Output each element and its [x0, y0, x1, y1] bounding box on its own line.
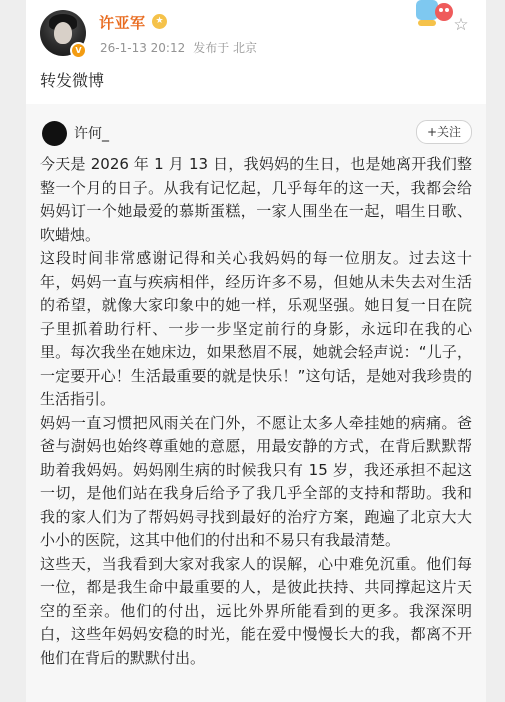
- post-timestamp: 26-1-13 20:12: [100, 41, 186, 55]
- avatar-face: [54, 22, 72, 44]
- repost-label: 转发微博: [40, 71, 105, 90]
- paragraph: 这段时间非常感谢记得和关心我妈妈的每一位朋友。过去这十年，妈妈一直与疾病相伴，经历许多不易，但她从未失去对生活的希望，就像大家印象中的她一样，乐观坚强。她日复一日在院子里抓着助行杆、一步一步坚定前行的身影，永远印在我的心里。每次我坐在她床边，如果愁眉不展，她就会轻声说：“儿子，一定要开心！生活最重要的就是快乐！”这句话，是她对我珍贵的生活指引。: [40, 249, 472, 408]
- quoted-author-name[interactable]: 许何_: [74, 126, 109, 142]
- quoted-author-avatar[interactable]: [42, 121, 67, 146]
- post-meta: [100, 39, 257, 56]
- star-icon[interactable]: ☆: [453, 15, 469, 35]
- paragraph: 今天是 2026 年 1 月 13 日，我妈妈的生日，也是她离开我们整整一个月的日子。从我有记忆起，几乎每年的这一天，我都会给妈妈订一个她最爱的慕斯蛋糕，一家人围坐在一起，唱生日歌、吹蜡烛。: [40, 155, 472, 244]
- member-crown-icon: ★: [152, 14, 167, 29]
- weibo-post-card: [26, 0, 486, 702]
- paragraph: 这些天，当我看到大家对我家人的误解，心中难免沉重。他们每一位，都是我生命中最重要的人，是彼此扶持、共同撑起这片天空的至亲。他们的付出，远比外界所能看到的更多。我深深明白，这些年妈妈安稳的时光，能在爱中慢慢长大的我，都离不开他们在背后的默默付出。: [40, 554, 472, 667]
- decorative-sticker-icon: [386, 0, 456, 32]
- follow-button[interactable]: +关注: [416, 120, 472, 144]
- verified-badge-icon: V: [70, 42, 87, 59]
- quoted-post[interactable]: [26, 104, 486, 702]
- quoted-post-body: [40, 153, 472, 670]
- username[interactable]: 许亚军: [99, 14, 146, 32]
- paragraph: 妈妈一直习惯把风雨关在门外，不愿让太多人牵挂她的病痛。爸爸与澍妈也始终尊重她的意愿，用最安静的方式，在背后默默帮助着我妈妈。妈妈刚生病的时候我只有 15 岁，我还承担不起这一切，是他们站在我身后给予了我几乎全部的支持和帮助。我和我的家人们为了帮妈妈寻找到最好的治疗方案，跑遍了北京大大小小的医院，这其中他们的付出和不易只有我最清楚。: [40, 413, 472, 549]
- post-location: 发布于 北京: [193, 41, 258, 55]
- post-header: [26, 0, 486, 100]
